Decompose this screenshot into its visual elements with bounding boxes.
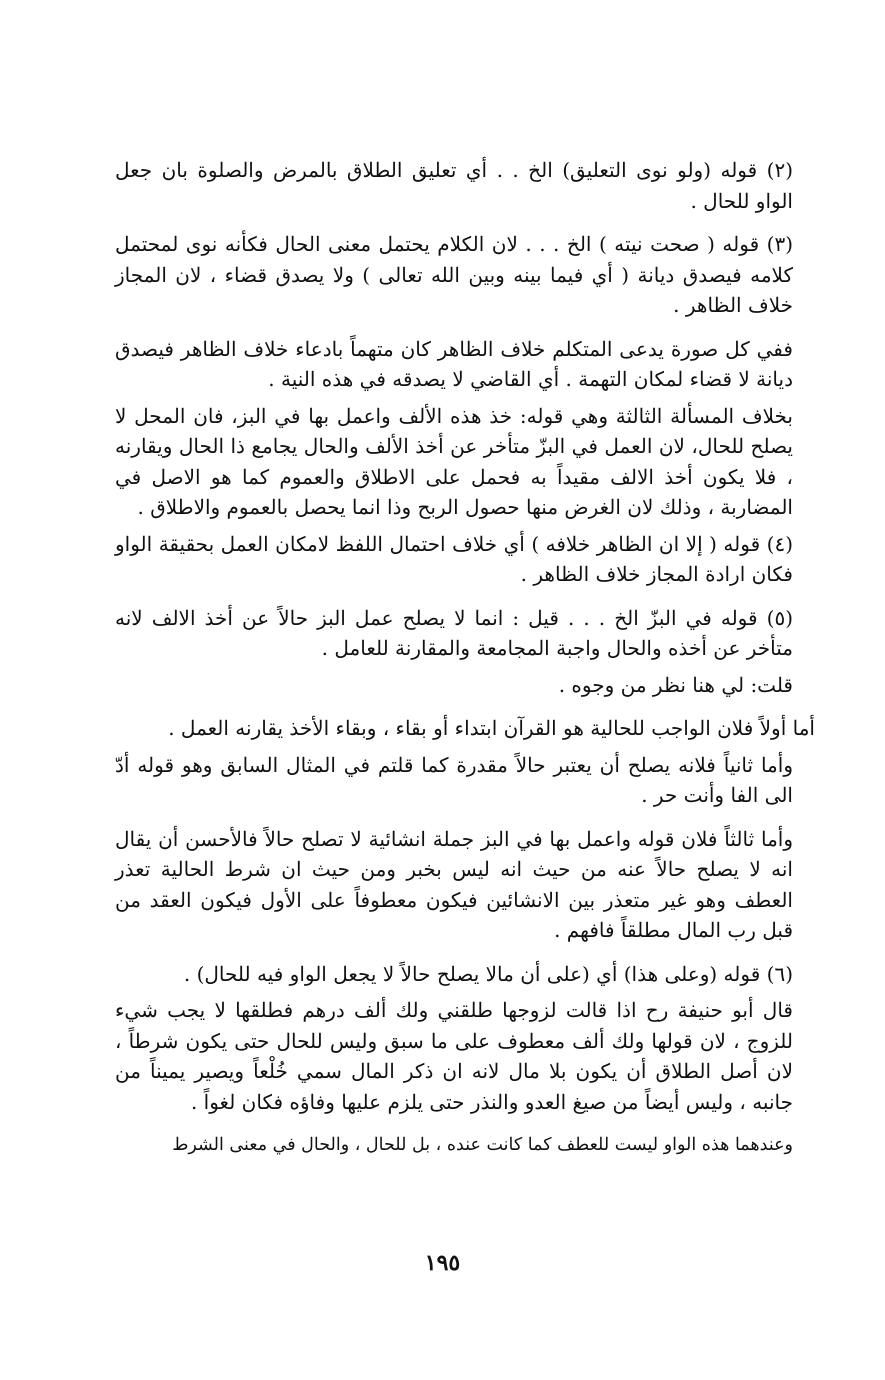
note-6-paragraph: (٦) قوله (وعلى هذا) أي (على أن مالا يصلح حالاً لا يجعل الواو فيه للحال) . (183, 961, 793, 986)
text-paragraph: قلت: لي هنا نظر من وجوه . (558, 672, 793, 697)
text-paragraph: وأما ثانياً فلانه يصلح أن يعتبر حالاً مقدرة كما قلتم في المثال السابق وهو قوله أدّ الى الفا وأنت حر . (115, 752, 793, 807)
page-body (115, 155, 815, 1173)
page-number: ١٩٥ (424, 1250, 461, 1276)
text-paragraph: وعندهما هذه الواو ليست للعطف كما كانت عنده ، بل للحال ، والحال في معنى الشرط (172, 1135, 793, 1155)
note-2-paragraph: (٢) قوله (ولو نوى التعليق) الخ . . أي تعليق الطلاق بالمرض والصلوة بان جعل الواو للحال . (115, 158, 793, 213)
text-paragraph: أما أولاً فلان الواجب للحالية هو القرآن ابتداء أو بقاء ، وبقاء الأخذ يقارنه العمل . (168, 716, 815, 740)
text-paragraph: قال أبو حنيفة رح اذا قالت لزوجها طلقني ولك ألف درهم فطلقها لا يجب شيء للزوج ، لان قولها ولك ألف معطوف على ما سبق وليس للحال حتى يكون شرطاً ، لان أصل الطلاق أن يكون بلا مال لانه ان ذكر المال سمي خُلْعاً ويصير يميناً من جانبه ، وليس أيضاً من صيغ العدو والنذر حتى يلزم عليها وفاؤه فكان لغواً . (115, 998, 793, 1114)
note-4-paragraph: (٤) قوله ( إلا ان الظاهر خلافه ) أي خلاف احتمال اللفظ لامكان العمل بحقيقة الواو فكان ارادة المجاز خلاف الظاهر . (115, 531, 793, 586)
text-paragraph: ففي كل صورة يدعى المتكلم خلاف الظاهر كان متهماً بادعاء خلاف الظاهر فيصدق ديانة لا قضاء لمكان التهمة . أي القاضي لا يصدقه في هذه النية . (115, 336, 793, 391)
note-3-paragraph: (٣) قوله ( صحت نيته ) الخ . . . لان الكلام يحتمل معنى الحال فكأنه نوى لمحتمل كلامه فيصدق ديانة ( أي فيما بينه وبين الله تعالى ) ولا يصدق قضاء ، لان المجاز خلاف الظاهر . (115, 232, 793, 317)
text-paragraph: بخلاف المسألة الثالثة وهي قوله: خذ هذه الألف واعمل بها في البز، فان المحل لا يصلح للحال، لان العمل في البزّ متأخر عن أخذ الألف والحال يجامع ذا الحال ويقارنه ، فلا يكون أخذ الالف مقيداً به فحمل على الاطلاق والعموم كما هو الاصل في المضاربة ، وذلك لان الغرض منها حصول الربح وذا انما يحصل بالعموم والاطلاق . (115, 403, 793, 519)
text-paragraph: وأما ثالثاً فلان قوله واعمل بها في البز جملة انشائية لا تصلح حالاً فالأحسن أن يقال انه لا يصلح حالاً عنه من حيث انه ليس بخبر ومن حيث ان شرط الحالية تعذر العطف وهو غير متعذر بين الانشائين فيكون معطوفاً على الأول فيكون العقد من قبل رب المال مطلقاً فافهم . (115, 826, 794, 942)
note-5-paragraph: (٥) قوله في البزّ الخ . . . قيل : انما لا يصلح عمل البز حالاً عن أخذ الالف لانه متأخر عن أخذه والحال واجبة المجامعة والمقارنة للعامل . (115, 605, 793, 660)
